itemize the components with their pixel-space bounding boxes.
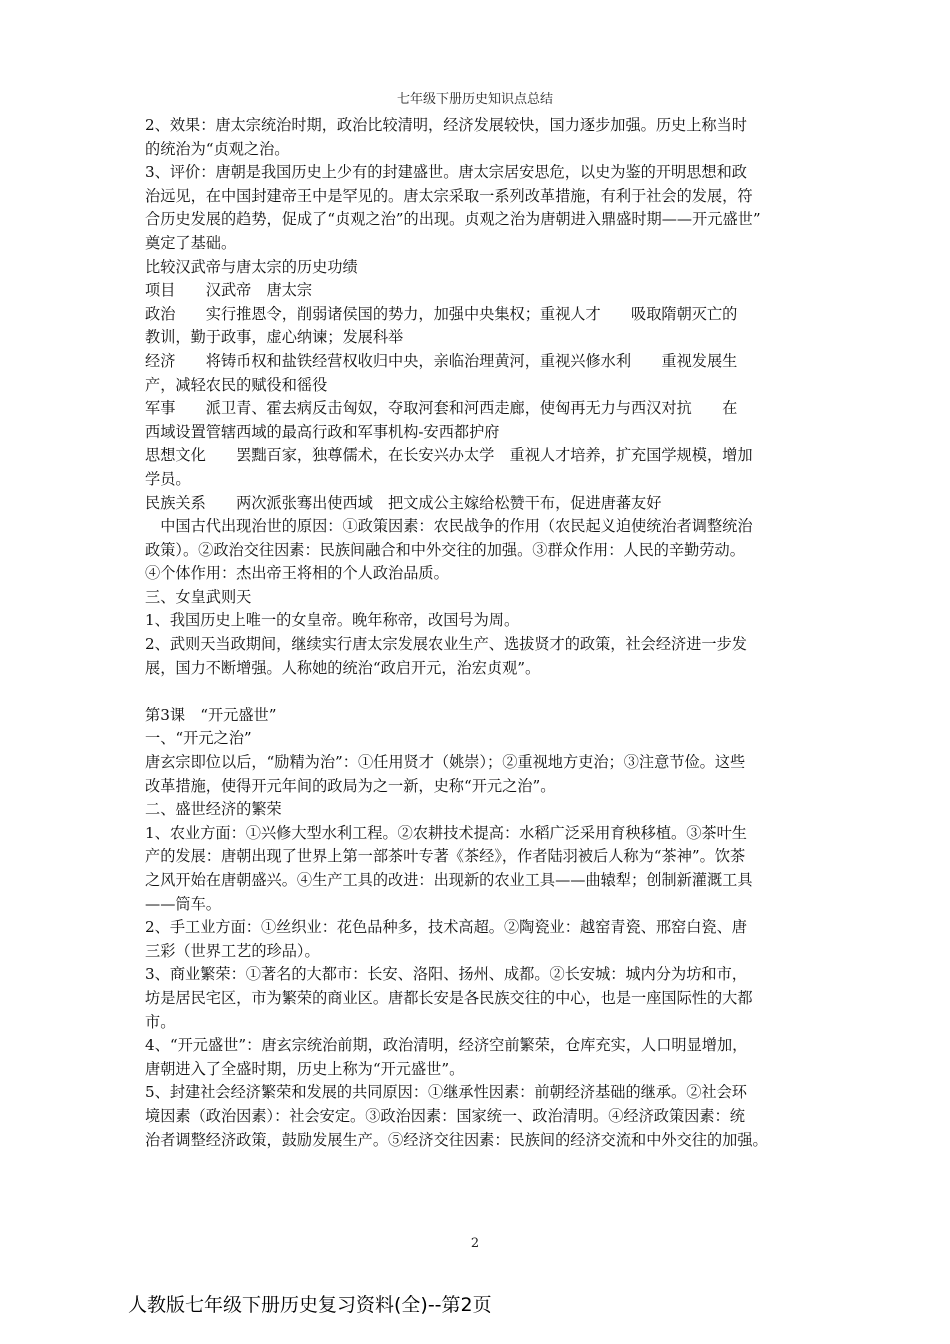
text-line: 3、商业繁荣：①著名的大都市：长安、洛阳、扬州、成都。②长安城：城内分为坊和市， <box>145 965 747 984</box>
text-line: 之风开始在唐朝盛兴。④生产工具的改进：出现新的农业工具——曲辕犁；创制新灌溉工具 <box>145 871 753 889</box>
text-line: 政策）。②政治交往因素：民族间融合和中外交往的加强。③群众作用：人民的辛勤劳动。 <box>145 540 745 559</box>
text-line: 一、“开元之治” <box>145 729 252 748</box>
text-line: 比较汉武帝与唐太宗的历史功绩 <box>145 257 358 276</box>
text-line: 唐玄宗即位以后，“励精为治”：①任用贤才（姚崇）；②重视地方吏治；③注意节俭。这些 <box>145 753 746 772</box>
text-line: ④个体作用：杰出帝王将相的个人政治品质。 <box>145 564 449 583</box>
text-line: 合历史发展的趋势，促成了“贞观之治”的出现。贞观之治为唐朝进入鼎盛时期——开元盛世” <box>145 210 761 229</box>
text-line: 的统治为“贞观之治。 <box>145 139 290 158</box>
text-line: 二、盛世经济的繁荣 <box>145 800 282 819</box>
text-line: 民族关系 两次派张骞出使西域 把文成公主嫁给松赞干布，促进唐蕃友好 <box>145 493 662 512</box>
text-line: 1、农业方面：①兴修大型水利工程。②农耕技术提高：水稻广泛采用育秧移植。③茶叶生 <box>145 823 747 842</box>
text-line: 教训，勤于政事，虚心纳谏；发展科举 <box>145 328 404 347</box>
text-line: 改革措施，使得开元年间的政局为之一新，史称“开元之治”。 <box>145 776 556 795</box>
text-line: 三、女皇武则天 <box>145 587 252 606</box>
text-line: 产，减轻农民的赋役和徭役 <box>145 375 328 394</box>
text-line: 5、封建社会经济繁荣和发展的共同原因：①继承性因素：前朝经济基础的继承。②社会环 <box>145 1083 747 1102</box>
text-line: 唐朝进入了全盛时期，历史上称为“开元盛世”。 <box>145 1059 465 1078</box>
text-line: 3、评价：唐朝是我国历史上少有的封建盛世。唐太宗居安思危，以史为鉴的开明思想和政 <box>145 163 747 182</box>
text-line: 治者调整经济政策，鼓励发展生产。⑤经济交往因素：民族间的经济交流和中外交往的加强。 <box>145 1130 768 1149</box>
text-line: ——筒车。 <box>145 894 221 913</box>
text-line: 2、手工业方面：①丝织业：花色品种多，技术高超。②陶瓷业：越窑青瓷、邢窑白瓷、唐 <box>145 918 747 937</box>
text-line: 中国古代出现治世的原因：①政策因素：农民战争的作用（农民起义迫使统治者调整统治 <box>145 517 753 536</box>
text-line: 产的发展：唐朝出现了世界上第一部茶叶专著《茶经》，作者陆羽被后人称为“茶神”。饮茶 <box>145 847 746 866</box>
text-line: 学员。 <box>145 469 191 488</box>
text-line: 奠定了基础。 <box>145 233 237 252</box>
page-header: 七年级下册历史知识点总结 <box>396 92 553 107</box>
text-line: 坊是居民宅区，市为繁荣的商业区。唐都长安是各民族交往的中心，也是一座国际性的大都 <box>145 988 753 1007</box>
text-line: 治远见，在中国封建帝王中是罕见的。唐太宗采取一系列改革措施，有利于社会的发展，符 <box>145 186 753 205</box>
document-title-footer: 人教版七年级下册历史复习资料(全)--第2页 <box>128 1294 492 1316</box>
text-line: 市。 <box>145 1012 176 1031</box>
text-line: 1、我国历史上唯一的女皇帝。晚年称帝，改国号为周。 <box>145 611 520 630</box>
text-line: 展，国力不断增强。人称她的统治“政启开元，治宏贞观”。 <box>145 658 541 677</box>
blank-line <box>145 680 811 704</box>
text-line: 境因素（政治因素）：社会安定。③政治因素：国家统一、政治清明。④经济政策因素：统 <box>145 1106 745 1125</box>
text-line: 项目 汉武帝 唐太宗 <box>145 281 313 300</box>
text-line: 2、效果：唐太宗统治时期，政治比较清明，经济发展较快，国力逐步加强。历史上称当时 <box>145 116 747 134</box>
text-line: 政治 实行推恩令，削弱诸侯国的势力，加强中央集权；重视人才 吸取隋朝灭亡的 <box>145 304 738 323</box>
text-line: 4、“开元盛世”：唐玄宗统治前期，政治清明，经济空前繁荣，仓库充实，人口明显增加， <box>145 1036 748 1055</box>
text-line: 西域设置管辖西域的最高行政和军事机构-安西都护府 <box>145 422 500 441</box>
text-line: 三彩（世界工艺的珍品）。 <box>145 941 320 960</box>
text-line: 经济 将铸币权和盐铁经营权收归中央，亲临治理黄河，重视兴修水利 重视发展生 <box>145 351 738 370</box>
text-line: 第3课 “开元盛世” <box>145 705 277 724</box>
document-body <box>145 114 811 1152</box>
text-line: 军事 派卫青、霍去病反击匈奴，夺取河套和河西走廊，使匈再无力与西汉对抗 在 <box>145 399 738 418</box>
text-line: 思想文化 罢黜百家，独尊儒术，在长安兴办太学 重视人才培养，扩充国学规模，增加 <box>145 446 753 465</box>
text-line: 2、武则天当政期间，继续实行唐太宗发展农业生产、选拔贤才的政策，社会经济进一步发 <box>145 635 747 654</box>
page-number: 2 <box>470 1236 480 1251</box>
